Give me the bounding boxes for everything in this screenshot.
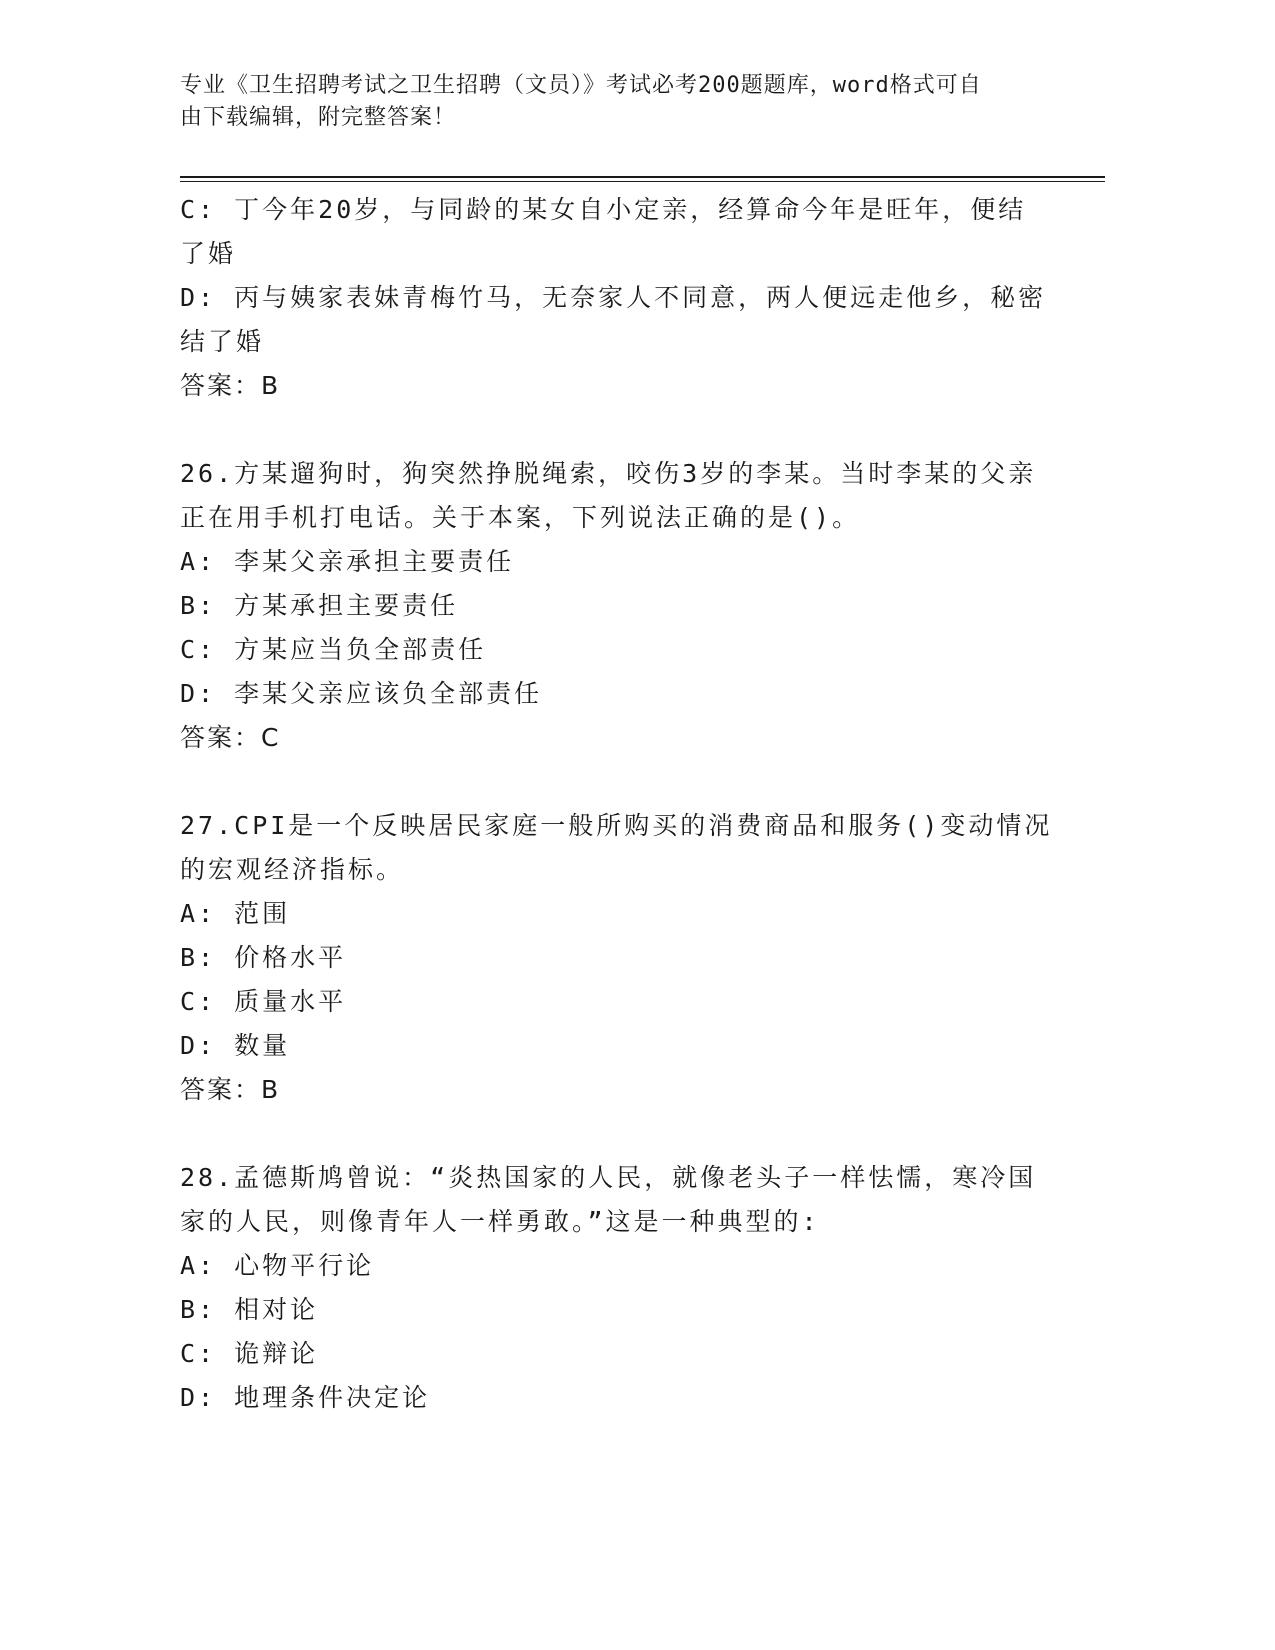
option-c-line-1: C: 丁今年20岁，与同龄的某女自小定亲，经算命今年是旺年，便结	[180, 195, 1027, 224]
spacer	[180, 1112, 1040, 1156]
option-b: B: 价格水平	[180, 943, 347, 972]
header-divider-thick	[180, 176, 1105, 178]
question-stem-line-2: 的宏观经济指标。	[180, 855, 405, 884]
answer-label: 答案：B	[180, 1075, 281, 1104]
option-d: D: 数量	[180, 1031, 291, 1060]
option-d: D: 地理条件决定论	[180, 1383, 431, 1412]
question-stem-line-2: 正在用手机打电话。关于本案，下列说法正确的是()。	[180, 503, 861, 532]
option-d-line-1: D: 丙与姨家表妹青梅竹马，无奈家人不同意，两人便远走他乡，秘密	[180, 283, 1047, 312]
option-c-line-2: 了婚	[180, 239, 237, 268]
question-stem-line-1: 27.CPI是一个反映居民家庭一般所购买的消费商品和服务()变动情况	[180, 811, 1053, 840]
document-body	[180, 188, 1053, 1420]
header-line-1: 专业《卫生招聘考试之卫生招聘（文员）》考试必考200题题库，word格式可自	[180, 73, 982, 98]
option-a: A: 心物平行论	[180, 1251, 375, 1280]
question-block-25	[180, 188, 1047, 408]
question-stem-line-1: 28.孟德斯鸠曾说：“炎热国家的人民，就像老头子一样怯懦，寒冷国	[180, 1163, 1037, 1192]
answer-label: 答案：C	[180, 723, 281, 752]
answer-label: 答案：B	[180, 371, 281, 400]
option-d-line-2: 结了婚	[180, 327, 265, 356]
spacer	[180, 760, 1040, 804]
option-a: A: 李某父亲承担主要责任	[180, 547, 515, 576]
question-block-28	[180, 1156, 1040, 1420]
header-divider-thin	[180, 181, 1105, 182]
question-block-26	[180, 452, 1040, 760]
question-stem-line-1: 26.方某遛狗时，狗突然挣脱绳索，咬伤3岁的李某。当时李某的父亲	[180, 459, 1037, 488]
option-c: C: 诡辩论	[180, 1339, 319, 1368]
option-a: A: 范围	[180, 899, 291, 928]
spacer	[180, 408, 1040, 452]
option-c: C: 质量水平	[180, 987, 347, 1016]
option-c: C: 方某应当负全部责任	[180, 635, 487, 664]
question-block-27	[180, 804, 1053, 1112]
question-stem-line-2: 家的人民，则像青年人一样勇敢。”这是一种典型的:	[180, 1207, 820, 1236]
option-b: B: 相对论	[180, 1295, 319, 1324]
option-b: B: 方某承担主要责任	[180, 591, 459, 620]
document-header	[180, 70, 1040, 134]
header-line-2: 由下载编辑，附完整答案！	[180, 105, 457, 130]
option-d: D: 李某父亲应该负全部责任	[180, 679, 543, 708]
